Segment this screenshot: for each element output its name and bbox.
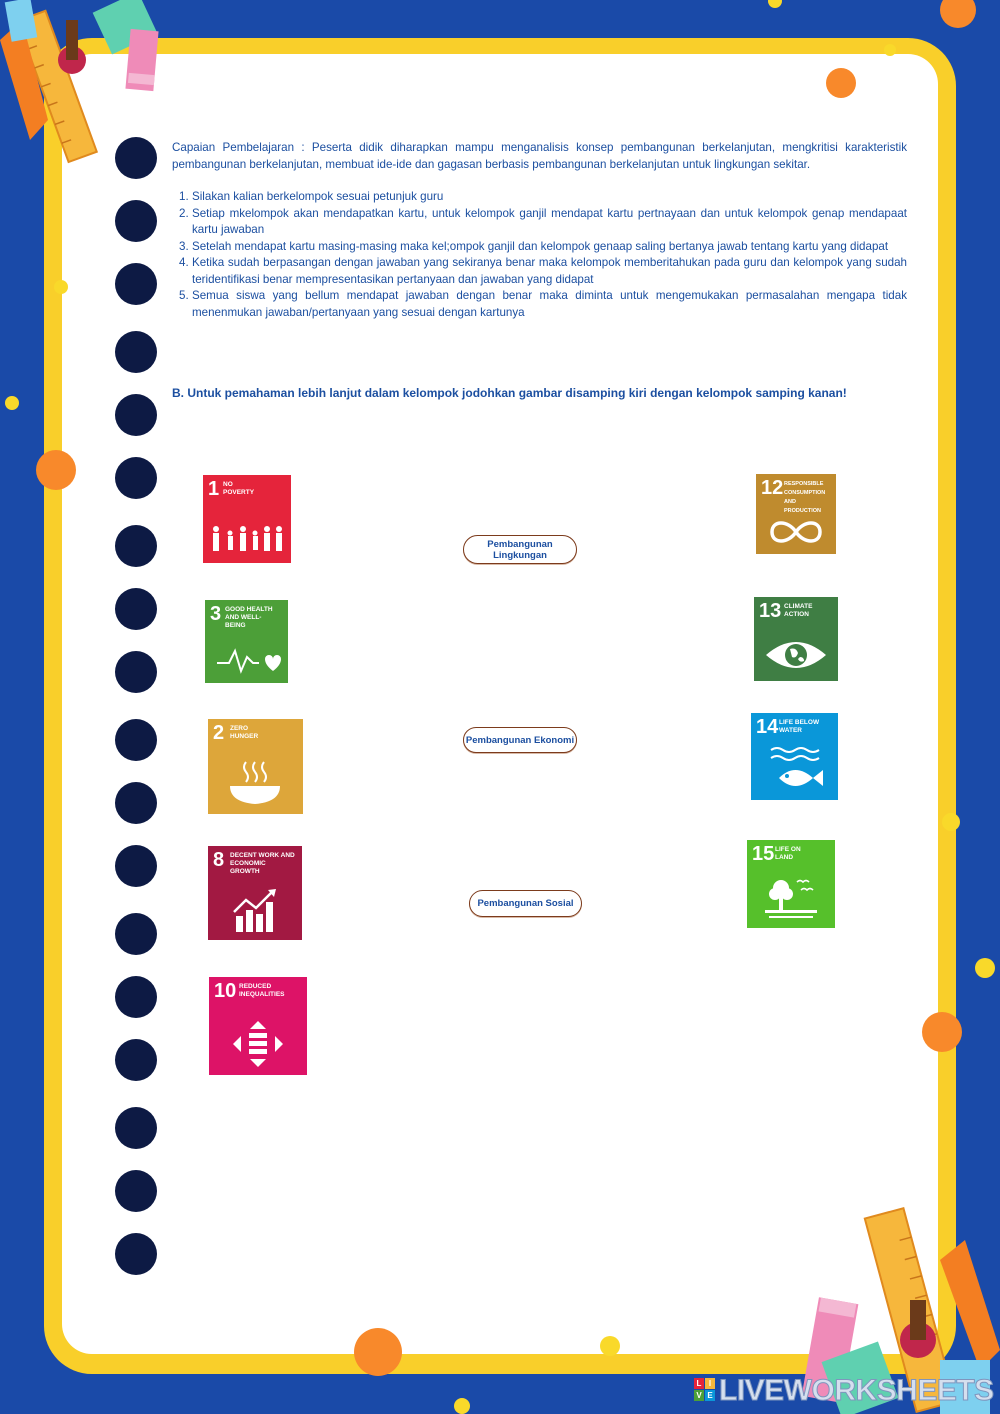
instruction-item: 5. Semua siswa yang bellum mendapat jawaban dengan benar maka diminta untuk mengemukakan permasalahan mengapa tidak menenmukan jawaban/pertanyaan yang sesuai dengan kartunya: [179, 289, 907, 319]
decor-dot: [942, 813, 960, 831]
instruction-item: 3. Setelah mendapat kartu masing-masing maka kel;ompok ganjil dan kelompok genaap saling bertanya jawab tentang kartu yang didapat: [179, 239, 889, 253]
sdg-tile-14[interactable]: 14 LIFE BELOW WATER: [751, 713, 838, 800]
binder-hole: [115, 845, 157, 887]
binder-hole: [115, 394, 157, 436]
family-icon: [203, 523, 291, 557]
binder-hole: [115, 331, 157, 373]
eye-globe-icon: [754, 635, 838, 675]
sdg-tile-10[interactable]: 10 REDUCED INEQUALITIES: [209, 977, 307, 1075]
instruction-item: 2. Setiap mkelompok akan mendapatkan kartu, untuk kelompok ganjil mendapat kartu pertnayaan dan untuk kelompok genap mendapaat kartu jawaban: [179, 206, 907, 236]
category-pembangunan-ekonomi[interactable]: Pembangunan Ekonomi: [463, 727, 577, 753]
growth-chart-icon: [208, 886, 302, 934]
decor-dot: [922, 1012, 962, 1052]
category-pembangunan-sosial[interactable]: Pembangunan Sosial: [469, 890, 582, 917]
decor-dot: [940, 0, 976, 28]
instruction-list: [172, 189, 907, 321]
sdg-tile-2[interactable]: 2 ZERO HUNGER: [208, 719, 303, 814]
decor-dot: [36, 450, 76, 490]
binder-hole: [115, 913, 157, 955]
bowl-icon: [208, 758, 303, 808]
decor-dot: [826, 68, 856, 98]
pencils-decoration-top: [0, 0, 180, 170]
sdg-tile-12[interactable]: 12 RESPONSIBLE CONSUMPTION AND PRODUCTION: [756, 474, 836, 554]
instruction-item: 1. Silakan kalian berkelompok sesuai petunjuk guru: [179, 190, 444, 203]
sdg-tile-3[interactable]: 3 GOOD HEALTH AND WELL-BEING: [205, 600, 288, 683]
binder-hole: [115, 457, 157, 499]
infinity-icon: [756, 516, 836, 548]
sdg-tile-8[interactable]: 8 DECENT WORK AND ECONOMIC GROWTH: [208, 846, 302, 940]
binder-hole: [115, 1107, 157, 1149]
heartbeat-icon: [205, 643, 288, 677]
decor-dot: [454, 1398, 470, 1414]
tree-icon: [747, 872, 835, 922]
binder-hole: [115, 525, 157, 567]
watermark-text: LIVEWORKSHEETS: [719, 1374, 994, 1407]
decor-dot: [884, 44, 896, 56]
learning-outcome-text: Capaian Pembelajaran : Peserta didik diharapkan mampu menganalisis konsep pembangunan berkelanjutan, mengkritisi karakteristik pembangunan berkelanjutan, membuat ide-ide dan gagasan berbasis pembangunan berkelanjutan untuk lingkungan sekitar.: [172, 141, 907, 171]
binder-hole: [115, 651, 157, 693]
binder-hole: [115, 137, 157, 179]
binder-hole: [115, 200, 157, 242]
sdg-tile-1[interactable]: 1 NO POVERTY: [203, 475, 291, 563]
category-pembangunan-lingkungan[interactable]: Pembangunan Lingkungan: [463, 535, 577, 564]
binder-hole: [115, 782, 157, 824]
decor-dot: [600, 1336, 620, 1356]
binder-hole: [115, 976, 157, 1018]
fish-icon: [751, 744, 838, 794]
binder-hole: [115, 1233, 157, 1275]
binder-hole: [115, 1170, 157, 1212]
binder-hole: [115, 719, 157, 761]
section-b-heading: B. Untuk pemahaman lebih lanjut dalam kelompok jodohkan gambar disamping kiri dengan kelompok samping kanan!: [172, 386, 847, 400]
sdg-tile-13[interactable]: 13 CLIMATE ACTION: [754, 597, 838, 681]
decor-dot: [975, 958, 995, 978]
equality-icon: [209, 1019, 307, 1069]
decor-dot: [5, 396, 19, 410]
sdg-tile-15[interactable]: 15 LIFE ON LAND: [747, 840, 835, 928]
liveworksheets-logo-icon: L I V E: [694, 1378, 716, 1402]
binder-hole: [115, 1039, 157, 1081]
binder-hole: [115, 263, 157, 305]
decor-dot: [354, 1328, 402, 1376]
instruction-item: 4. Ketika sudah berpasangan dengan jawaban yang sekiranya benar maka kelompok memberitahukan pada guru dan kelompok yang sudah teridentifikasi benar mempresentasikan pertanyaan dan jawaban yang didapat: [179, 256, 907, 286]
decor-dot: [768, 0, 782, 8]
binder-hole: [115, 588, 157, 630]
decor-dot: [54, 280, 68, 294]
